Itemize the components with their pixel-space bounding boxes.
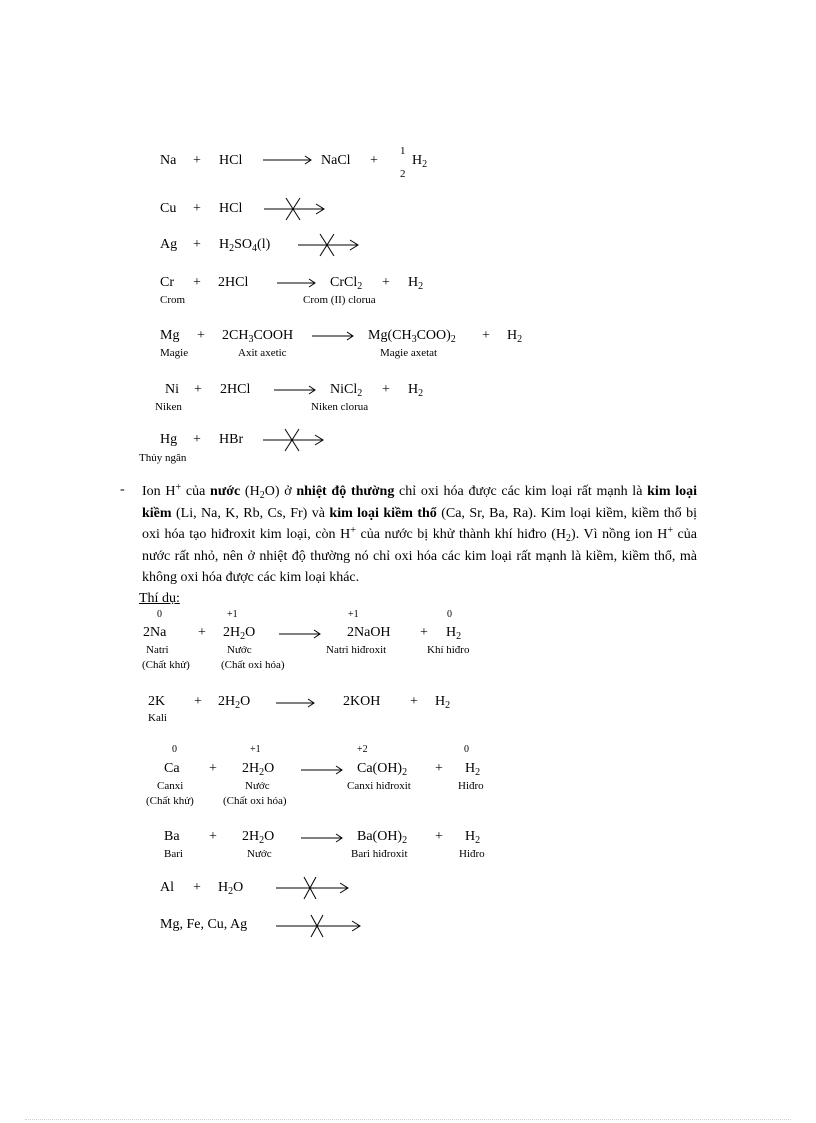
reactant-a: Al	[160, 880, 174, 895]
product-d: $H_2$	[435, 694, 451, 711]
reactant-a: Ni	[165, 382, 179, 397]
label-a: Thủy ngân	[139, 452, 187, 464]
plus-sign: +	[410, 694, 418, 709]
plus-sign: +	[193, 880, 201, 895]
product-d: $H_2$	[465, 761, 481, 778]
label-c: Canxi hiđroxit	[347, 780, 411, 792]
reactant-b: 2HCl	[218, 275, 249, 290]
label-d: Hiđro	[458, 780, 484, 792]
oxidation-state: 0	[464, 744, 469, 755]
no-reaction-arrow-icon	[263, 427, 327, 453]
reactant-a: Mg, Fe, Cu, Ag	[160, 917, 248, 932]
reactant-a: Ba	[164, 829, 180, 844]
label-d: Khí hiđro	[427, 644, 470, 656]
product-d: $H_2$	[446, 625, 462, 642]
role-b: (Chất oxi hóa)	[221, 659, 285, 671]
reactant-b: HCl	[219, 153, 243, 168]
plus-sign: +	[193, 237, 201, 252]
oxidation-state: +1	[348, 609, 359, 620]
reactant-b: $H_2O$	[218, 880, 244, 897]
reactant-a: 2Na	[143, 625, 167, 640]
product-d: $H_2$	[408, 382, 424, 399]
reactant-b: 2HCl	[220, 382, 251, 397]
plus-sign: +	[420, 625, 428, 640]
plus-sign: +	[370, 153, 378, 168]
plus-sign: +	[194, 382, 202, 397]
reaction-arrow-icon	[312, 328, 356, 344]
label-b: Nước	[247, 848, 272, 860]
label-d: Hiđro	[459, 848, 485, 860]
reaction-arrow-icon	[274, 382, 318, 398]
reactant-b: $2H_2O$	[218, 694, 251, 711]
reactant-b: $2H_2O$	[223, 625, 256, 642]
oxidation-state: +1	[227, 609, 238, 620]
reactant-a: 2K	[148, 694, 166, 709]
reaction-arrow-icon	[263, 152, 313, 168]
label-a: Canxi	[157, 780, 184, 792]
product-d: $H_2$	[408, 275, 424, 292]
label-a: Bari	[164, 848, 183, 860]
label-c: Bari hiđroxit	[351, 848, 408, 860]
plus-sign: +	[193, 432, 201, 447]
label-c: Magie axetat	[380, 347, 438, 359]
reactant-a: Na	[160, 153, 177, 168]
fraction-denominator: 2	[400, 168, 406, 180]
label-a: Magie	[160, 347, 189, 359]
reactant-b: HCl	[219, 201, 243, 216]
role-b: (Chất oxi hóa)	[223, 795, 287, 807]
oxidation-state: +1	[250, 744, 261, 755]
example-title: Thí dụ:	[139, 591, 180, 606]
bullet: -	[120, 482, 125, 497]
label-b: Axit axetic	[238, 347, 287, 359]
plus-sign: +	[198, 625, 206, 640]
reactant-b: $2H_2O$	[242, 761, 275, 778]
plus-sign: +	[209, 829, 217, 844]
plus-sign: +	[382, 275, 390, 290]
label-c: Crom (II) clorua	[303, 294, 376, 306]
label-a: Niken	[155, 401, 182, 413]
reactant-b: $2CH_3COOH$	[222, 328, 294, 345]
reaction-arrow-icon	[301, 830, 345, 846]
label-c: Niken clorua	[311, 401, 369, 413]
oxidation-state: 0	[172, 744, 177, 755]
product-c: CrCl$_2$	[330, 275, 363, 292]
reactant-a: Ca	[164, 761, 180, 776]
reactant-b: HBr	[219, 432, 244, 447]
plus-sign: +	[382, 382, 390, 397]
role-a: (Chất khử)	[142, 659, 190, 671]
no-reaction-arrow-icon	[276, 913, 364, 939]
product-c: NaCl	[321, 153, 351, 168]
label-c: Natri hiđroxit	[326, 644, 387, 656]
reactant-b: $H_2SO_4(l)$	[219, 237, 271, 254]
oxidation-state: +2	[357, 744, 368, 755]
plus-sign: +	[209, 761, 217, 776]
label-a: Crom	[160, 294, 186, 306]
no-reaction-arrow-icon	[298, 232, 362, 258]
product-c: $Ca(OH)_2$	[357, 761, 408, 778]
reactant-a: Mg	[160, 328, 180, 343]
role-a: (Chất khử)	[146, 795, 194, 807]
oxidation-state: 0	[447, 609, 452, 620]
label-a: Kali	[148, 712, 167, 724]
reactant-a: Ag	[160, 237, 178, 252]
product-d: $H_2$	[465, 829, 481, 846]
plus-sign: +	[194, 694, 202, 709]
plus-sign: +	[193, 201, 201, 216]
reactant-a: Hg	[160, 432, 178, 447]
plus-sign: +	[435, 829, 443, 844]
plus-sign: +	[435, 761, 443, 776]
reactant-b: $2H_2O$	[242, 829, 275, 846]
reactant-a: Cr	[160, 275, 174, 290]
product-c: 2KOH	[343, 694, 381, 709]
body-paragraph: Ion H+ của nước $(H_2O)$ ở nhiệt độ thường chỉ oxi hóa được các kim loại rất mạnh là kim loại kiềm (Li, Na, K, Rb, Cs, Fr) và kim loại kiềm thổ (Ca, Sr, Ba, Ra). Kim loại kiềm, kiềm thổ bị oxi hóa tạo hiđroxit kim loại, còn H+ của nước bị khử thành khí hiđro $(H_2)$. Vì nồng ion H+ của nước rất nhỏ, nên ở nhiệt độ thường nó chỉ oxi hóa các kim loại rất mạnh là kiềm, kiềm thổ, mà không oxi hóa được các kim loại khác.	[142, 482, 697, 585]
product-c: NiCl$_2$	[330, 382, 363, 399]
fraction-numerator: 1	[400, 145, 406, 157]
product-d: $H_2$	[507, 328, 523, 345]
reactant-a: Cu	[160, 201, 177, 216]
plus-sign: +	[193, 275, 201, 290]
product-d: $H_2$	[412, 153, 428, 170]
plus-sign: +	[482, 328, 490, 343]
no-reaction-arrow-icon	[276, 875, 352, 901]
plus-sign: +	[193, 153, 201, 168]
page-footer-divider	[25, 1119, 791, 1120]
label-a: Natri	[146, 644, 169, 656]
label-b: Nước	[227, 644, 252, 656]
plus-sign: +	[197, 328, 205, 343]
label-b: Nước	[245, 780, 270, 792]
reaction-arrow-icon	[277, 275, 317, 291]
product-c: 2NaOH	[347, 625, 391, 640]
reaction-arrow-icon	[276, 695, 316, 711]
product-c: $Ba(OH)_2$	[357, 829, 408, 846]
no-reaction-arrow-icon	[264, 196, 328, 222]
reaction-arrow-icon	[279, 626, 323, 642]
product-c: $Mg(CH_3COO)_2$	[368, 328, 456, 345]
reaction-arrow-icon	[301, 762, 345, 778]
oxidation-state: 0	[157, 609, 162, 620]
